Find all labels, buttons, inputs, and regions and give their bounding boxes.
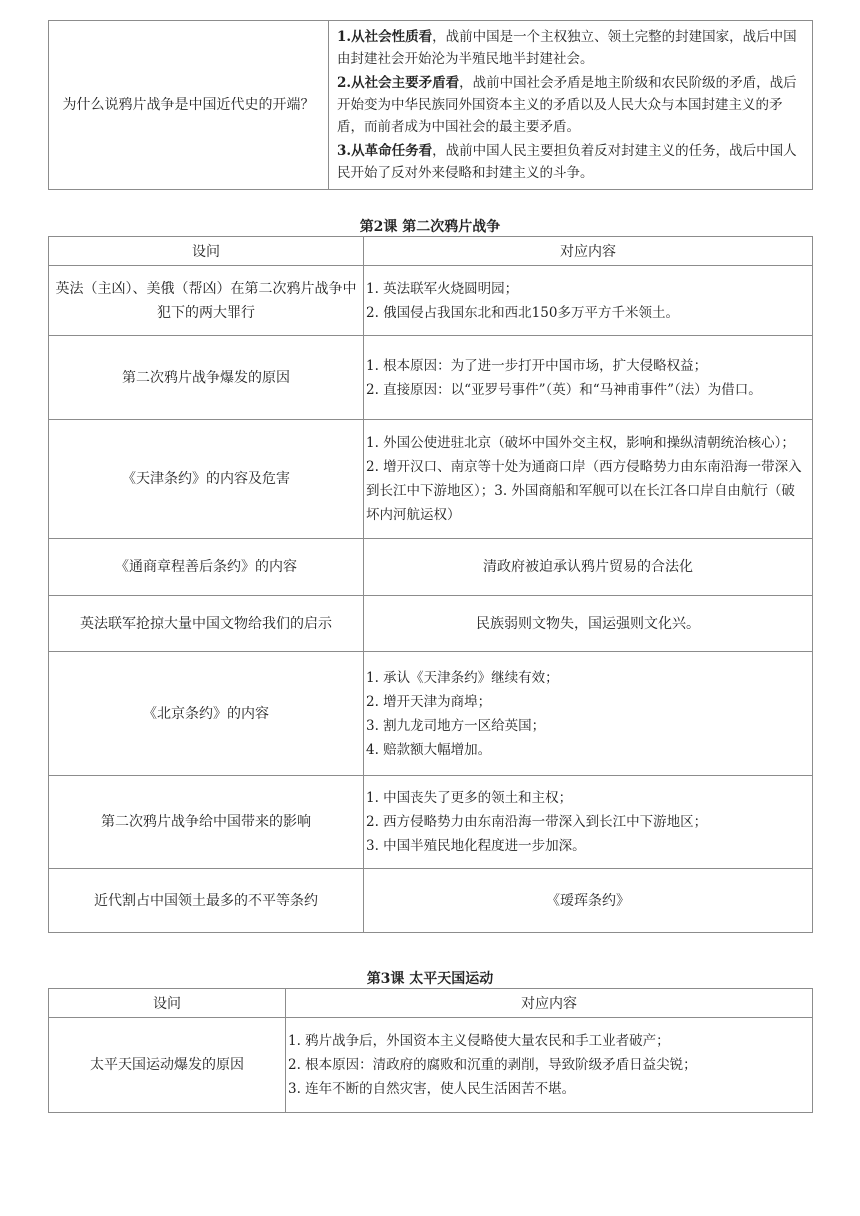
opium-war-significance-table (48, 20, 813, 190)
table-row: 太平天国运动爆发的原因 1. 鸦片战争后，外国资本主义侵略使大量农民和手工业者破产； 2. 根本原因：清政府的腐败和沉重的剥削，导致阶级矛盾日益尖锐； 3. 连年不断的自然灾害，使人民生活困苦不堪。 (49, 1018, 813, 1113)
question-cell: 为什么说鸦片战争是中国近代史的开端？ (49, 21, 329, 190)
lesson2-title: 第2课 第二次鸦片战争 (359, 219, 501, 235)
table-row: 《北京条约》的内容 1. 承认《天津条约》继续有效； 2. 增开天津为商埠； 3. 割九龙司地方一区给英国； 4. 赔款额大幅增加。 (49, 652, 813, 776)
header-question: 设问 (49, 237, 364, 266)
table-row: 第二次鸦片战争给中国带来的影响 1. 中国丧失了更多的领土和主权； 2. 西方侵略势力由东南沿海一带深入到长江中下游地区； 3. 中国半殖民地化程度进一步加深。 (49, 776, 813, 869)
table-row: 英法（主凶）、美俄（帮凶）在第二次鸦片战争中犯下的两大罪行 1. 英法联军火烧圆明园； 2. 俄国侵占我国东北和西北150多万平方千米领土。 (49, 266, 813, 336)
lesson3-table (48, 988, 813, 1113)
header-question: 设问 (49, 989, 286, 1018)
table-row: 英法联军抢掠大量中国文物给我们的启示 民族弱则文物失，国运强则文化兴。 (49, 596, 813, 652)
lesson3-title: 第3课 太平天国运动 (366, 971, 494, 987)
table-row: 近代割占中国领土最多的不平等条约 《瑷珲条约》 (49, 869, 813, 933)
point-2: 2.从社会主要矛盾看，战前中国社会矛盾是地主阶级和农民阶级的矛盾，战后开始变为中华民族同外国资本主义的矛盾以及人民大众与本国封建主义的矛盾，而前者成为中国社会的最主要矛盾。 (337, 75, 797, 135)
lesson2-table (48, 236, 813, 933)
header-answer: 对应内容 (286, 989, 813, 1018)
point-3: 3.从革命任务看，战前中国人民主要担负着反对封建主义的任务，战后中国人民开始了反对外来侵略和封建主义的斗争。 (337, 143, 797, 181)
table-row: 《天津条约》的内容及危害 1. 外国公使进驻北京（破坏中国外交主权，影响和操纵清朝统治核心）；2. 增开汉口、南京等十处为通商口岸（西方侵略势力由东南沿海一带深入到长江中下游地区）；3. 外国商船和军舰可以在长江各口岸自由航行（破坏内河航运权） (49, 420, 813, 539)
table-row: 第二次鸦片战争爆发的原因 1. 根本原因：为了进一步打开中国市场，扩大侵略权益； 2. 直接原因：以“亚罗号事件”（英）和“马神甫事件”（法）为借口。 (49, 336, 813, 420)
table-row: 《通商章程善后条约》的内容 清政府被迫承认鸦片贸易的合法化 (49, 539, 813, 596)
answer-cell (329, 21, 813, 190)
header-answer: 对应内容 (364, 237, 813, 266)
point-1: 1.从社会性质看，战前中国是一个主权独立、领土完整的封建国家，战后中国由封建社会开始沦为半殖民地半封建社会。 (337, 29, 797, 67)
